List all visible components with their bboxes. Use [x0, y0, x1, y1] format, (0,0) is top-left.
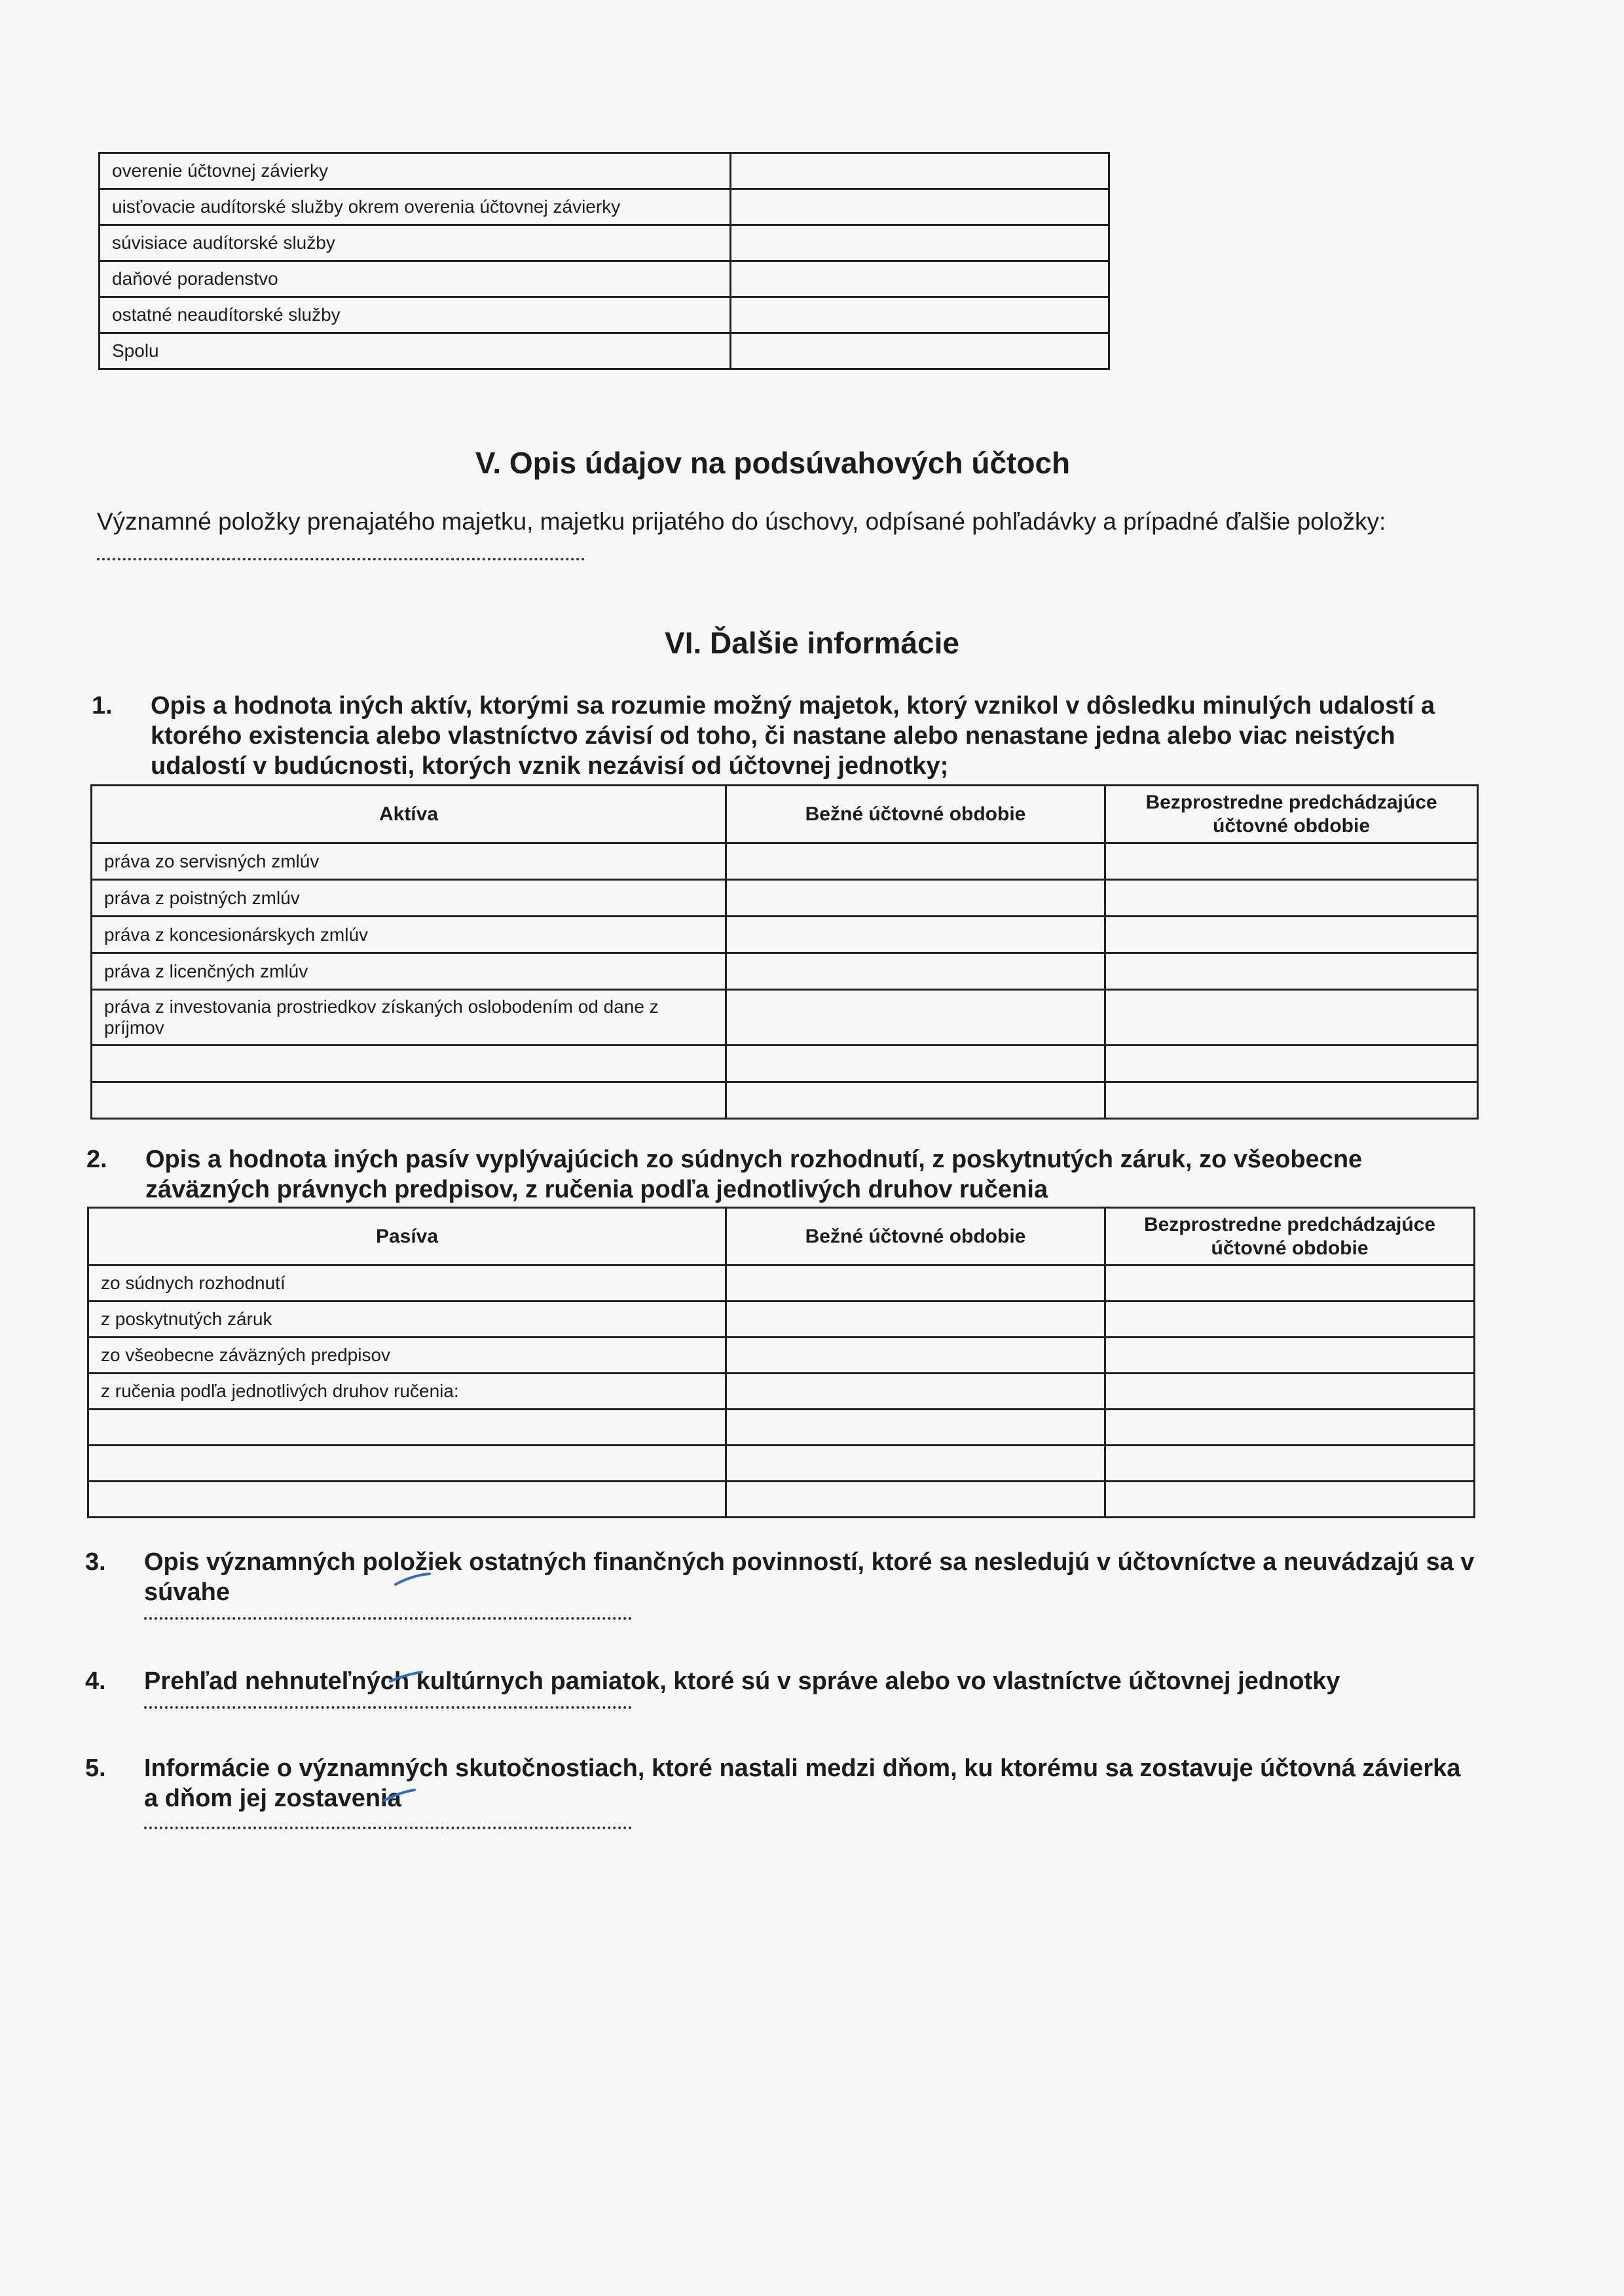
auditor-fees-table [98, 152, 1110, 370]
section-vi-title: VI. Ďalšie informácie [665, 626, 959, 660]
item-1 [92, 691, 1486, 781]
section-v-fill-line[interactable] [97, 558, 585, 560]
col-header-current-period: Bežné účtovné obdobie [726, 786, 1105, 843]
row-label[interactable] [92, 1082, 726, 1119]
fees-row-value[interactable] [731, 297, 1109, 333]
item-text: Opis a hodnota iných aktív, ktorými sa rozumie možný majetok, ktorý vznikol v dôsledku minulých udalostí a ktorého existencia alebo vlastníctvo závisí od toho, či nastane alebo nenastane jedna alebo viac neistých udalostí v budúcnosti, ktorých vznik nezávisí od účtovnej jednotky; [151, 692, 1435, 780]
row-label: práva z poistných zmlúv [92, 880, 726, 917]
table-row [100, 189, 1109, 225]
row-label[interactable] [88, 1410, 726, 1446]
current-value-cell[interactable] [726, 1374, 1105, 1410]
current-value-cell[interactable] [726, 953, 1105, 990]
previous-value-cell[interactable] [1105, 843, 1478, 880]
col-header-assets: Aktíva [92, 786, 726, 843]
handwritten-dash-icon [388, 1668, 427, 1684]
previous-value-cell[interactable] [1105, 1266, 1475, 1302]
section-v-description: Významné položky prenajatého majetku, majetku prijatého do úschovy, odpísané pohľadávky a prípadné ďalšie položky: [97, 508, 1386, 535]
item-text: Opis a hodnota iných pasív vyplývajúcich zo súdnych rozhodnutí, z poskytnutých záruk, zo všeobecne záväzných právnych predpisov, z ručenia podľa jednotlivých druhov ručenia [145, 1146, 1363, 1203]
row-label[interactable] [88, 1446, 726, 1482]
col-header-previous-period: Bezprostredne predchádzajúce účtovné obdobie [1105, 786, 1478, 843]
current-value-cell[interactable] [726, 1266, 1105, 1302]
item-4-fill-line[interactable] [144, 1706, 632, 1709]
fees-row-label: daňové poradenstvo [100, 261, 731, 297]
row-label: z poskytnutých záruk [88, 1302, 726, 1338]
current-value-cell[interactable] [726, 843, 1105, 880]
handwritten-dash-icon [393, 1571, 432, 1587]
table-row [100, 153, 1109, 189]
fees-row-label: ostatné neaudítorské služby [100, 297, 731, 333]
row-label: zo súdnych rozhodnutí [88, 1266, 726, 1302]
previous-value-cell[interactable] [1105, 1082, 1478, 1119]
fees-row-value[interactable] [731, 225, 1109, 261]
fees-total-value[interactable] [731, 333, 1109, 369]
table-row [92, 917, 1478, 953]
col-header-current-period: Bežné účtovné obdobie [726, 1208, 1105, 1266]
current-value-cell[interactable] [726, 990, 1105, 1046]
col-header-previous-period: Bezprostredne predchádzajúce účtovné obdobie [1105, 1208, 1475, 1266]
current-value-cell[interactable] [726, 1446, 1105, 1482]
previous-value-cell[interactable] [1105, 990, 1478, 1046]
item-5-fill-line[interactable] [144, 1827, 632, 1829]
table-row [100, 225, 1109, 261]
current-value-cell[interactable] [726, 880, 1105, 917]
table-row-empty [88, 1410, 1475, 1446]
current-value-cell[interactable] [726, 1482, 1105, 1518]
row-label: zo všeobecne záväzných predpisov [88, 1338, 726, 1374]
item-text: Informácie o významných skutočnostiach, ktoré nastali medzi dňom, ku ktorému sa zostavuje účtovná závierka a dňom jej zostavenia [144, 1755, 1461, 1812]
table-row [100, 297, 1109, 333]
row-label: práva z investovania prostriedkov získaných oslobodením od dane z príjmov [92, 990, 726, 1046]
item-5 [85, 1753, 1480, 1813]
previous-value-cell[interactable] [1105, 1410, 1475, 1446]
previous-value-cell[interactable] [1105, 1338, 1475, 1374]
previous-value-cell[interactable] [1105, 1046, 1478, 1082]
table-row [88, 1374, 1475, 1410]
item-number: 1. [92, 692, 113, 720]
row-label: práva zo servisných zmlúv [92, 843, 726, 880]
table-row [88, 1302, 1475, 1338]
previous-value-cell[interactable] [1105, 880, 1478, 917]
table-row [92, 880, 1478, 917]
table-header-row [88, 1208, 1475, 1266]
col-header-liabilities: Pasíva [88, 1208, 726, 1266]
table-row-empty [88, 1482, 1475, 1518]
section-v-title: V. Opis údajov na podsúvahových účtoch [475, 446, 1071, 480]
fees-row-value[interactable] [731, 153, 1109, 189]
current-value-cell[interactable] [726, 1302, 1105, 1338]
table-row [92, 843, 1478, 880]
fees-row-label: overenie účtovnej závierky [100, 153, 731, 189]
current-value-cell[interactable] [726, 1410, 1105, 1446]
row-label[interactable] [92, 1046, 726, 1082]
contingent-assets-table [90, 784, 1479, 1120]
current-value-cell[interactable] [726, 1046, 1105, 1082]
table-row [92, 953, 1478, 990]
item-number: 3. [85, 1548, 106, 1576]
item-4 [85, 1666, 1480, 1696]
item-2 [86, 1144, 1481, 1205]
current-value-cell[interactable] [726, 1338, 1105, 1374]
previous-value-cell[interactable] [1105, 1374, 1475, 1410]
fees-total-label: Spolu [100, 333, 731, 369]
handwritten-dash-icon [382, 1787, 421, 1803]
item-text: Opis významných položiek ostatných finančných povinností, ktoré sa nesledujú v účtovníctve a neuvádzajú sa v súvahe [144, 1548, 1475, 1606]
item-3 [85, 1547, 1480, 1607]
table-row-empty [92, 1046, 1478, 1082]
previous-value-cell[interactable] [1105, 1482, 1475, 1518]
previous-value-cell[interactable] [1105, 917, 1478, 953]
row-label: práva z licenčných zmlúv [92, 953, 726, 990]
table-row [100, 261, 1109, 297]
previous-value-cell[interactable] [1105, 953, 1478, 990]
table-row [88, 1266, 1475, 1302]
fees-row-label: súvisiace audítorské služby [100, 225, 731, 261]
item-number: 4. [85, 1667, 106, 1695]
row-label[interactable] [88, 1482, 726, 1518]
contingent-liabilities-table [87, 1207, 1475, 1518]
fees-row-value[interactable] [731, 189, 1109, 225]
table-row-empty [88, 1446, 1475, 1482]
table-header-row [92, 786, 1478, 843]
current-value-cell[interactable] [726, 1082, 1105, 1119]
previous-value-cell[interactable] [1105, 1302, 1475, 1338]
table-row [88, 1338, 1475, 1374]
item-number: 2. [86, 1146, 107, 1173]
current-value-cell[interactable] [726, 917, 1105, 953]
previous-value-cell[interactable] [1105, 1446, 1475, 1482]
table-row-empty [92, 1082, 1478, 1119]
fees-row-value[interactable] [731, 261, 1109, 297]
table-row [92, 990, 1478, 1046]
table-row-total [100, 333, 1109, 369]
item-text: Prehľad nehnuteľných kultúrnych pamiatok, ktoré sú v správe alebo vo vlastníctve účtovnej jednotky [144, 1667, 1340, 1695]
item-3-fill-line[interactable] [144, 1617, 632, 1620]
item-number: 5. [85, 1755, 106, 1782]
row-label: práva z koncesionárskych zmlúv [92, 917, 726, 953]
fees-row-label: uisťovacie audítorské služby okrem overenia účtovnej závierky [100, 189, 731, 225]
row-label: z ručenia podľa jednotlivých druhov ručenia: [88, 1374, 726, 1410]
